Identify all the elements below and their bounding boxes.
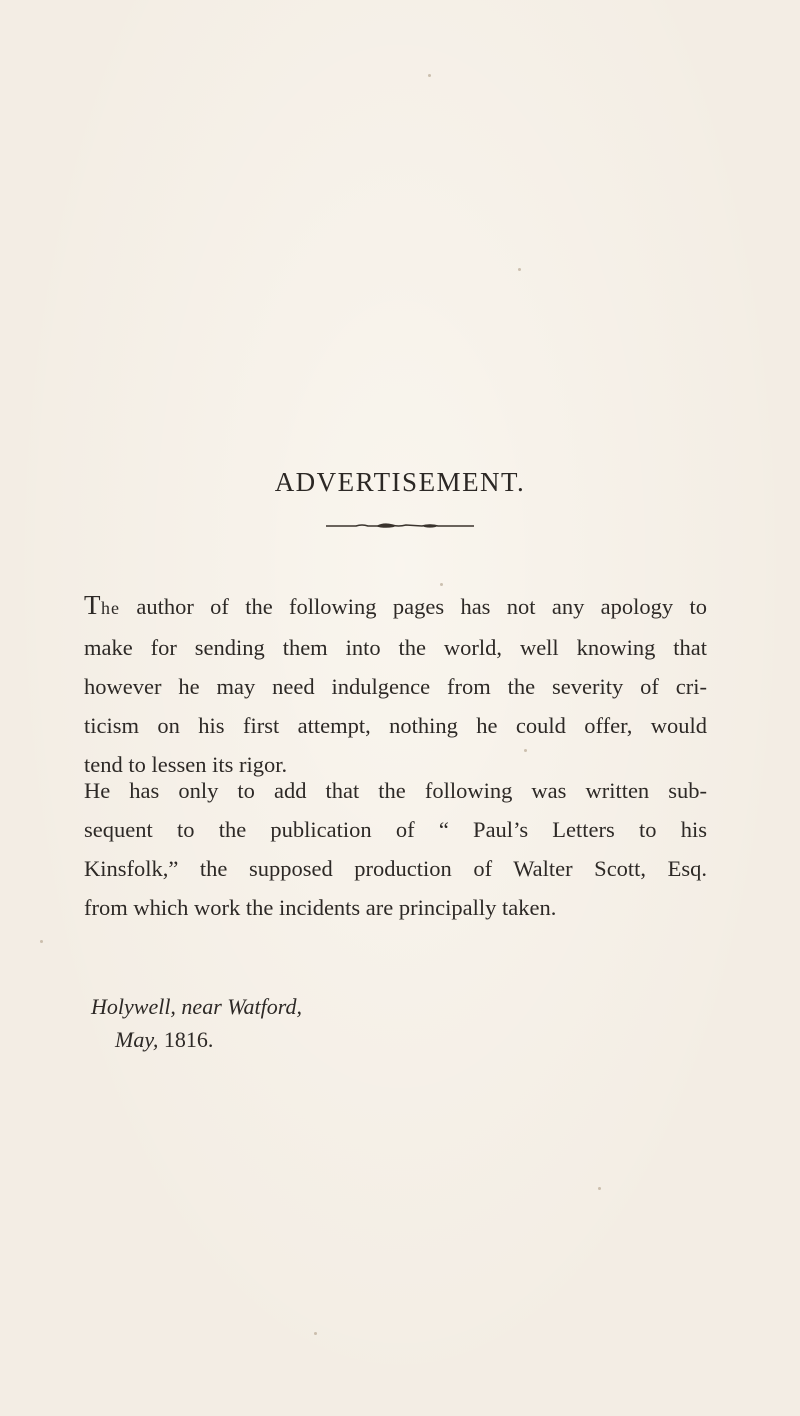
- paragraph-line: from which work the incidents are principally taken.: [84, 895, 557, 920]
- signature-year: 1816.: [163, 1027, 214, 1052]
- paragraph-line: ticism on his first attempt, nothing he could offer, would: [84, 713, 707, 738]
- drop-capital-rest: he: [101, 598, 120, 618]
- signature-date: [115, 1023, 213, 1056]
- ornamental-rule: [326, 521, 474, 531]
- paper-speck: [314, 1332, 317, 1335]
- paper-speck: [518, 268, 521, 271]
- paper-speck: [40, 940, 43, 943]
- paragraph-line-text: author of the following pages has not any apology to: [120, 594, 707, 619]
- drop-capital-letter: T: [84, 590, 101, 620]
- drop-capital: [84, 590, 120, 620]
- paragraph-line: tend to lessen its rigor.: [84, 752, 288, 777]
- paragraph-source-note: [84, 771, 707, 927]
- paper-speck: [428, 74, 431, 77]
- paragraph-line: however he may need indulgence from the severity of cri-: [84, 674, 707, 699]
- paragraph-line: Kinsfolk,” the supposed production of Walter Scott, Esq.: [84, 856, 707, 881]
- page-title: ADVERTISEMENT.: [274, 467, 526, 497]
- paper-speck: [598, 1187, 601, 1190]
- signature-month: May,: [115, 1027, 159, 1052]
- signature-place: Holywell, near Watford,: [91, 994, 303, 1019]
- paragraph-line: [84, 586, 707, 628]
- paragraph-line: He has only to add that the following was written sub-: [84, 778, 707, 803]
- paragraph-line: sequent to the publication of “ Paul’s Letters to his: [84, 817, 707, 842]
- paragraph-authors-apology: [84, 586, 707, 784]
- paragraph-line: make for sending them into the world, well knowing that: [84, 635, 707, 660]
